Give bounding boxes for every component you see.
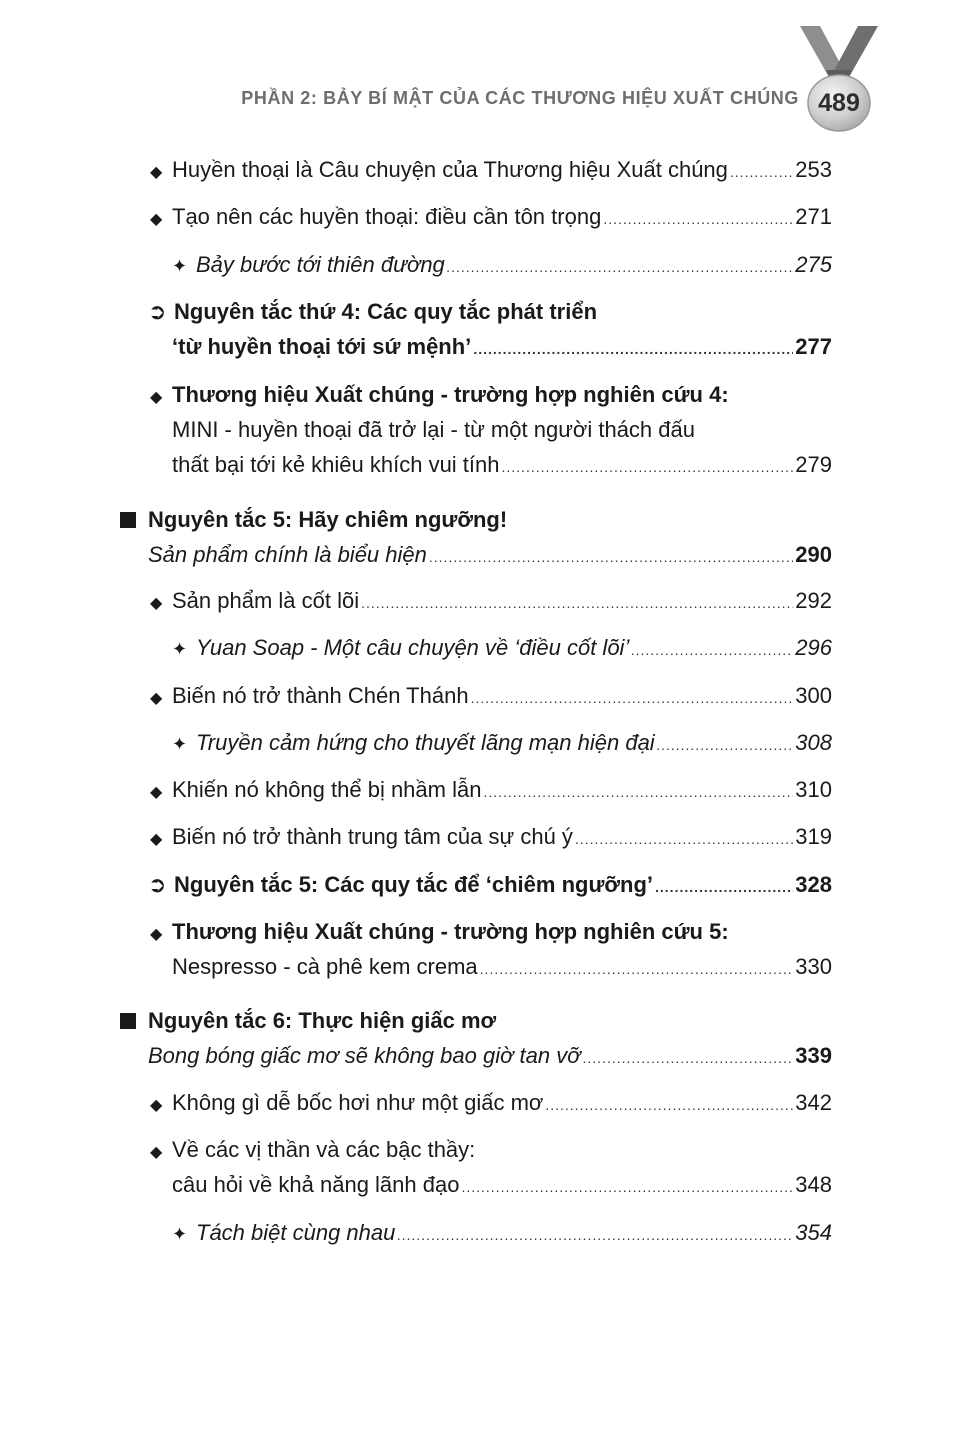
diamond-bullet-icon: ◆: [150, 831, 163, 848]
toc-entry: [150, 1085, 832, 1120]
entry-title: Sản phẩm là cốt lõi: [172, 588, 360, 613]
entry-title-line2: câu hỏi về khả năng lãnh đạo: [172, 1172, 460, 1197]
toc-entry: [150, 583, 832, 618]
entry-title-line3: thất bại tới kẻ khiêu khích vui tính: [172, 452, 500, 477]
entry-page: 275: [795, 252, 832, 277]
toc-subentry: [172, 630, 832, 665]
four-point-star-icon: ✦: [172, 734, 188, 754]
diamond-bullet-icon: ◆: [150, 926, 163, 943]
entry-title-line2: ‘từ huyền thoại tới sứ mệnh’: [172, 334, 472, 359]
entry-page: 328: [795, 872, 832, 897]
entry-title-line2: MINI - huyền thoại đã trở lại - từ một người thách đấu: [172, 417, 695, 442]
toc-chapter-entry: [148, 502, 832, 572]
diamond-bullet-icon: ◆: [150, 1144, 163, 1161]
entry-page: 296: [795, 635, 832, 660]
page-number: 489: [818, 89, 860, 117]
toc-subentry: [172, 247, 832, 282]
toc-rules-entry: [148, 867, 832, 902]
entry-title: Nguyên tắc 5: Các quy tắc để ‘chiêm ngưỡng’: [174, 872, 654, 897]
toc-chapter-entry: [148, 1003, 832, 1073]
chapter-subtitle: Bong bóng giấc mơ sẽ không bao giờ tan vỡ: [148, 1043, 581, 1068]
entry-title: Truyền cảm hứng cho thuyết lãng mạn hiện đại: [196, 730, 655, 755]
entry-title-line1: Thương hiệu Xuất chúng - trường hợp nghiên cứu 5:: [172, 919, 729, 944]
square-bullet-icon: [120, 512, 136, 528]
toc-case-study-entry: [150, 377, 832, 482]
diamond-bullet-icon: ◆: [150, 595, 163, 612]
entry-page: 290: [795, 542, 832, 567]
entry-page: 342: [795, 1090, 832, 1115]
diamond-bullet-icon: ◆: [150, 690, 163, 707]
entry-page: 292: [795, 588, 832, 613]
toc-case-study-entry: [150, 914, 832, 984]
entry-page: 279: [795, 452, 832, 477]
chapter-title: Nguyên tắc 6: Thực hiện giấc mơ: [148, 1008, 497, 1033]
entry-page: 319: [795, 824, 832, 849]
entry-title: Bảy bước tới thiên đường: [196, 252, 445, 277]
entry-title: Tạo nên các huyền thoại: điều cần tôn trọng: [172, 204, 602, 229]
entry-title: Không gì dễ bốc hơi như một giấc mơ: [172, 1090, 544, 1115]
four-point-star-icon: ✦: [172, 639, 188, 659]
diamond-bullet-icon: ◆: [150, 164, 163, 181]
diamond-bullet-icon: ◆: [150, 784, 163, 801]
four-point-star-icon: ✦: [172, 256, 188, 276]
entry-page: 354: [795, 1220, 832, 1245]
toc-entry: [150, 678, 832, 713]
running-header: PHẦN 2: BẢY BÍ MẬT CỦA CÁC THƯƠNG HIỆU XUẤT CHÚNG: [241, 88, 799, 108]
toc-entry: [150, 152, 832, 187]
entry-title: Yuan Soap - Một câu chuyện về ‘điều cốt lõi’: [196, 635, 630, 660]
toc-entry: [150, 819, 832, 854]
toc-entry: [150, 1132, 832, 1202]
toc-rules-entry: [148, 294, 832, 364]
chapter-title: Nguyên tắc 5: Hãy chiêm ngưỡng!: [148, 507, 508, 532]
toc-entry: [150, 772, 832, 807]
entry-title-line1: Thương hiệu Xuất chúng - trường hợp nghiên cứu 4:: [172, 382, 729, 407]
arrow-right-icon: ➲: [148, 299, 167, 324]
entry-title: Huyền thoại là Câu chuyện của Thương hiệu Xuất chúng: [172, 157, 728, 182]
entry-page: 271: [795, 204, 832, 229]
entry-page: 308: [795, 730, 832, 755]
entry-page: 348: [795, 1172, 832, 1197]
diamond-bullet-icon: ◆: [150, 1097, 163, 1114]
entry-title-line1: Nguyên tắc thứ 4: Các quy tắc phát triển: [174, 299, 598, 324]
entry-title: Khiến nó không thể bị nhầm lẫn: [172, 777, 482, 802]
entry-page: 253: [795, 157, 832, 182]
chapter-subtitle: Sản phẩm chính là biểu hiện: [148, 542, 427, 567]
entry-page: 339: [795, 1043, 832, 1068]
toc-entry: [150, 199, 832, 234]
toc-subentry: [172, 725, 832, 760]
arrow-right-icon: ➲: [148, 872, 167, 897]
entry-title: Biến nó trở thành Chén Thánh: [172, 683, 469, 708]
diamond-bullet-icon: ◆: [150, 389, 163, 406]
entry-page: 330: [795, 954, 832, 979]
entry-page: 277: [795, 334, 832, 359]
entry-title-line1: Về các vị thần và các bậc thầy:: [172, 1137, 476, 1162]
square-bullet-icon: [120, 1013, 136, 1029]
entry-title-line2: Nespresso - cà phê kem crema: [172, 954, 478, 979]
entry-title: Biến nó trở thành trung tâm của sự chú ý: [172, 824, 573, 849]
entry-page: 300: [795, 683, 832, 708]
diamond-bullet-icon: ◆: [150, 211, 163, 228]
toc-subentry: [172, 1215, 832, 1250]
entry-title: Tách biệt cùng nhau: [196, 1220, 396, 1245]
four-point-star-icon: ✦: [172, 1224, 188, 1244]
entry-page: 310: [795, 777, 832, 802]
